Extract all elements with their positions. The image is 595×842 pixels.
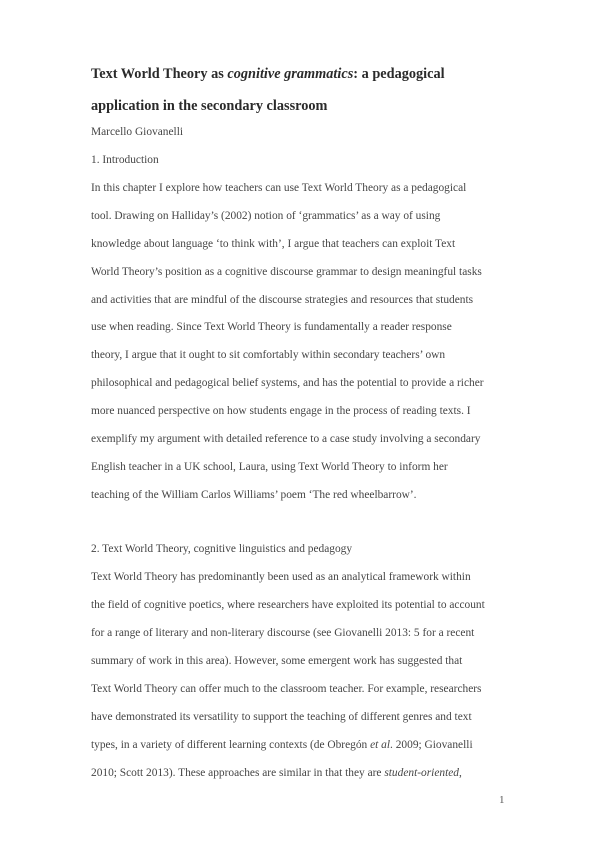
title-line-2: application in the secondary classroom (91, 98, 328, 114)
line-text-end: , (459, 767, 462, 779)
line-text-end: . 2009; Giovanelli (390, 739, 473, 751)
line-italic-text: et al (370, 739, 391, 751)
section-heading-pedagogy: 2. Text World Theory, cognitive linguistics and pedagogy (91, 543, 353, 555)
paragraph-line (91, 766, 462, 780)
paragraph-line: use when reading. Since Text World Theory is fundamentally a reader response (91, 321, 452, 333)
paragraph-line: summary of work in this area). However, some emergent work has suggested that (91, 655, 463, 667)
paragraph-line: theory, I argue that it ought to sit comfortably within secondary teachers’ own (91, 349, 446, 361)
line-text: types, in a variety of different learning contexts (de Obregón (91, 739, 371, 751)
paragraph-line: English teacher in a UK school, Laura, using Text World Theory to inform her (91, 461, 448, 473)
paragraph-line: have demonstrated its versatility to support the teaching of different genres and text (91, 711, 472, 723)
paragraph-line: Text World Theory has predominantly been used as an analytical framework within (91, 571, 471, 583)
title-italic-text: cognitive grammatics (227, 66, 354, 82)
paragraph-line: In this chapter I explore how teachers can use Text World Theory as a pedagogical (91, 182, 467, 194)
section-heading-introduction: 1. Introduction (91, 154, 159, 166)
paragraph-line: exemplify my argument with detailed reference to a case study involving a secondary (91, 433, 481, 445)
title-text-end: : a pedagogical (353, 66, 445, 82)
page-number: 1 (499, 794, 505, 806)
paragraph-line: more nuanced perspective on how students engage in the process of reading texts. I (91, 405, 471, 417)
title-text: Text World Theory as (91, 66, 228, 82)
paragraph-line: teaching of the William Carlos Williams’ poem ‘The red wheelbarrow’. (91, 489, 417, 501)
line-text: 2010; Scott 2013). These approaches are similar in that they are (91, 767, 385, 779)
paragraph-line (91, 738, 473, 752)
author-name: Marcello Giovanelli (91, 126, 184, 138)
paragraph-line: for a range of literary and non-literary discourse (see Giovanelli 2013: 5 for a recent (91, 627, 475, 639)
title-line-1 (91, 58, 445, 91)
line-italic-text: student-oriented (384, 767, 459, 779)
paragraph-line: the field of cognitive poetics, where researchers have exploited its potential to account (91, 599, 485, 611)
paragraph-line: knowledge about language ‘to think with’, I argue that teachers can exploit Text (91, 238, 456, 250)
paragraph-line: Text World Theory can offer much to the classroom teacher. For example, researchers (91, 683, 482, 695)
paragraph-line: tool. Drawing on Halliday’s (2002) notion of ‘grammatics’ as a way of using (91, 210, 441, 222)
paragraph-line: and activities that are mindful of the discourse strategies and resources that students (91, 294, 474, 306)
paragraph-line: World Theory’s position as a cognitive discourse grammar to design meaningful tasks (91, 266, 482, 278)
paragraph-line: philosophical and pedagogical belief systems, and has the potential to provide a richer (91, 377, 484, 389)
